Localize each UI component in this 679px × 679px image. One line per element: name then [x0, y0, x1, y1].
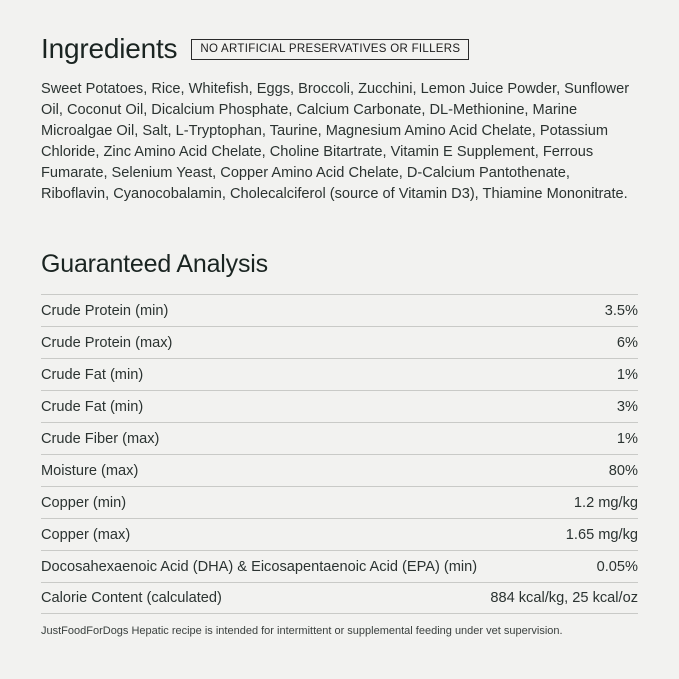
table-row: [41, 454, 638, 486]
analysis-label: Moisture (max): [41, 462, 139, 479]
analysis-value: 1%: [616, 430, 638, 447]
feeding-footnote: JustFoodForDogs Hepatic recipe is intended for intermittent or supplemental feeding under vet supervision.: [41, 625, 563, 637]
analysis-value: 884 kcal/kg, 25 kcal/oz: [490, 590, 638, 606]
analysis-value: 1%: [616, 366, 638, 383]
analysis-value: 80%: [608, 462, 638, 479]
analysis-value: 3.5%: [604, 302, 638, 319]
analysis-value: 1.2 mg/kg: [573, 494, 638, 511]
table-row: [41, 486, 638, 518]
table-row: [41, 326, 638, 358]
ingredients-header: [41, 32, 469, 66]
ingredients-list: Sweet Potatoes, Rice, Whitefish, Eggs, Broccoli, Zucchini, Lemon Juice Powder, Sunflower Oil, Coconut Oil, Dicalcium Phosphate, Calcium Carbonate, DL-Methionine, Marine Microalgae Oil, Salt, L-Tryptophan, Taurine, Magnesium Amino Acid Chelate, Potassium Chloride, Zinc Amino Acid Chelate, Choline Bitartrate, Vitamin E Supplement, Ferrous Fumarate, Selenium Yeast, Copper Amino Acid Chelate, D-Calcium Pantothenate, Riboflavin, Cyanocobalamin, Cholecalciferol (source of Vitamin D3), Thiamine Mononitrate.: [41, 81, 630, 202]
guaranteed-analysis-title: Guaranteed Analysis: [41, 250, 268, 278]
analysis-label: Crude Fat (min): [41, 398, 144, 415]
analysis-label: Crude Protein (min): [41, 302, 169, 319]
analysis-value: 6%: [616, 334, 638, 351]
table-row: [41, 582, 638, 614]
table-row: [41, 294, 638, 326]
analysis-label: Crude Fiber (max): [41, 430, 160, 447]
analysis-value: 3%: [616, 398, 638, 415]
no-preservatives-badge: NO ARTIFICIAL PRESERVATIVES OR FILLERS: [191, 39, 469, 60]
analysis-label: Calorie Content (calculated): [41, 590, 222, 606]
analysis-value: 1.65 mg/kg: [565, 526, 638, 543]
analysis-label: Docosahexaenoic Acid (DHA) & Eicosapentaenoic Acid (EPA) (min): [41, 558, 478, 575]
table-row: [41, 550, 638, 582]
nutrition-panel: [41, 0, 638, 679]
analysis-label: Copper (min): [41, 494, 127, 511]
table-row: [41, 358, 638, 390]
table-row: [41, 518, 638, 550]
table-row: [41, 390, 638, 422]
table-row: [41, 422, 638, 454]
guaranteed-analysis-table: [41, 294, 638, 614]
ingredients-title: Ingredients: [41, 33, 178, 64]
analysis-label: Crude Protein (max): [41, 334, 173, 351]
analysis-value: 0.05%: [596, 558, 638, 575]
analysis-label: Copper (max): [41, 526, 131, 543]
analysis-label: Crude Fat (min): [41, 366, 144, 383]
